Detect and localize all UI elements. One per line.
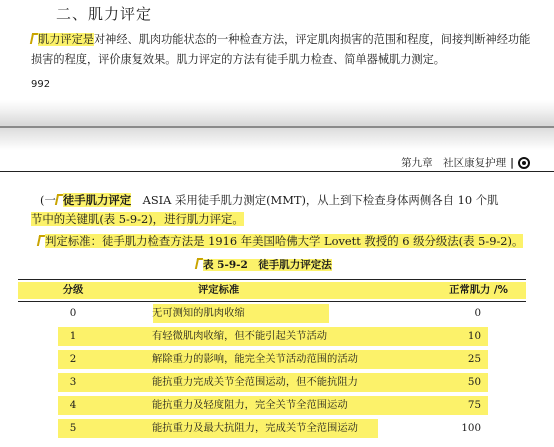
grade-cell: 2 [69,353,77,365]
grade-cell: 4 [69,399,77,411]
subsection-line [40,193,499,208]
criteria-text: 判定标准：徒手肌力检查方法是 1916 年美国哈佛大学 Lovett 教授的 6 级分级法(表 5-9-2)。 [45,234,524,248]
chapter-header [401,155,530,170]
highlight-marker-icon [37,235,45,246]
table-header-row [18,279,526,302]
table-row [18,417,526,440]
header-grade: 分级 [62,284,84,296]
criteria-cell: 能抗重力完成关节全范围运动，但不能抗阻力 [152,376,358,388]
page-edge-divider [0,126,554,128]
criteria-cell: 无可测知的肌肉收缩 [152,307,245,319]
highlight-marker-icon [30,33,38,44]
table-row [18,394,526,417]
strength-cell: 10 [467,330,481,342]
highlight-marker-icon [195,258,203,269]
grade-cell: 1 [69,330,77,342]
subsection-line-2 [31,212,244,227]
grade-cell: 0 [69,307,77,319]
header-criteria: 评定标准 [198,284,240,296]
highlighted-term: 肌力评定是 [38,33,94,46]
criteria-cell: 能抗重力及最大抗阻力，完成关节全范围运动 [152,422,358,434]
top-page [0,0,554,100]
strength-cell: 25 [467,353,481,365]
chapter-logo-icon [518,157,530,169]
page-number: 992 [31,79,51,90]
criteria-line [38,234,523,249]
strength-cell: 75 [467,399,481,411]
subsection-prefix: (一 [40,193,56,207]
table-caption-text: 表 5-9-2 徒手肌力评定法 [203,259,332,271]
criteria-cell: 能抗重力及轻度阻力，完全关节全范围运动 [152,399,348,411]
subsection-text-2: 节中的关键肌(表 5-9-2)，进行肌力评定。 [31,212,244,226]
strength-cell: 50 [467,376,481,388]
table-caption [196,257,332,272]
header-separator: | [510,156,514,169]
table-row [18,371,526,394]
header-normal-strength: 正常肌力 /% [449,284,508,296]
subsection-text: ASIA 采用徒手肌力测定(MMT)，从上到下检查身体两侧各自 10 个肌 [131,193,499,207]
grade-cell: 5 [69,422,77,434]
criteria-cell: 有轻微肌肉收缩，但不能引起关节活动 [152,330,328,342]
highlight-marker-icon [55,194,63,205]
subsection-title: 徒手肌力评定 [62,193,132,207]
header-rule [0,171,554,172]
intro-paragraph [31,30,541,70]
table-row [18,302,526,325]
grade-cell: 3 [69,376,77,388]
strength-cell: 0 [474,307,481,319]
grading-table [18,279,526,440]
table-row [18,325,526,348]
section-heading: 二、肌力评定 [56,5,153,23]
paragraph-text: 对神经、肌肉功能状态的一种检查方法，评定肌肉损害的范围和程度，间接判断神经功能损害的程度，评价康复效果。肌力评定的方法有徒手肌力检查、简单器械肌力测定。 [31,33,531,66]
strength-cell: 100 [461,422,481,434]
chapter-title: 第九章 社区康复护理 [401,157,507,169]
criteria-cell: 解除重力的影响，能完全关节活动范围的活动 [152,353,358,365]
table-row [18,348,526,371]
page-gap [0,100,554,150]
